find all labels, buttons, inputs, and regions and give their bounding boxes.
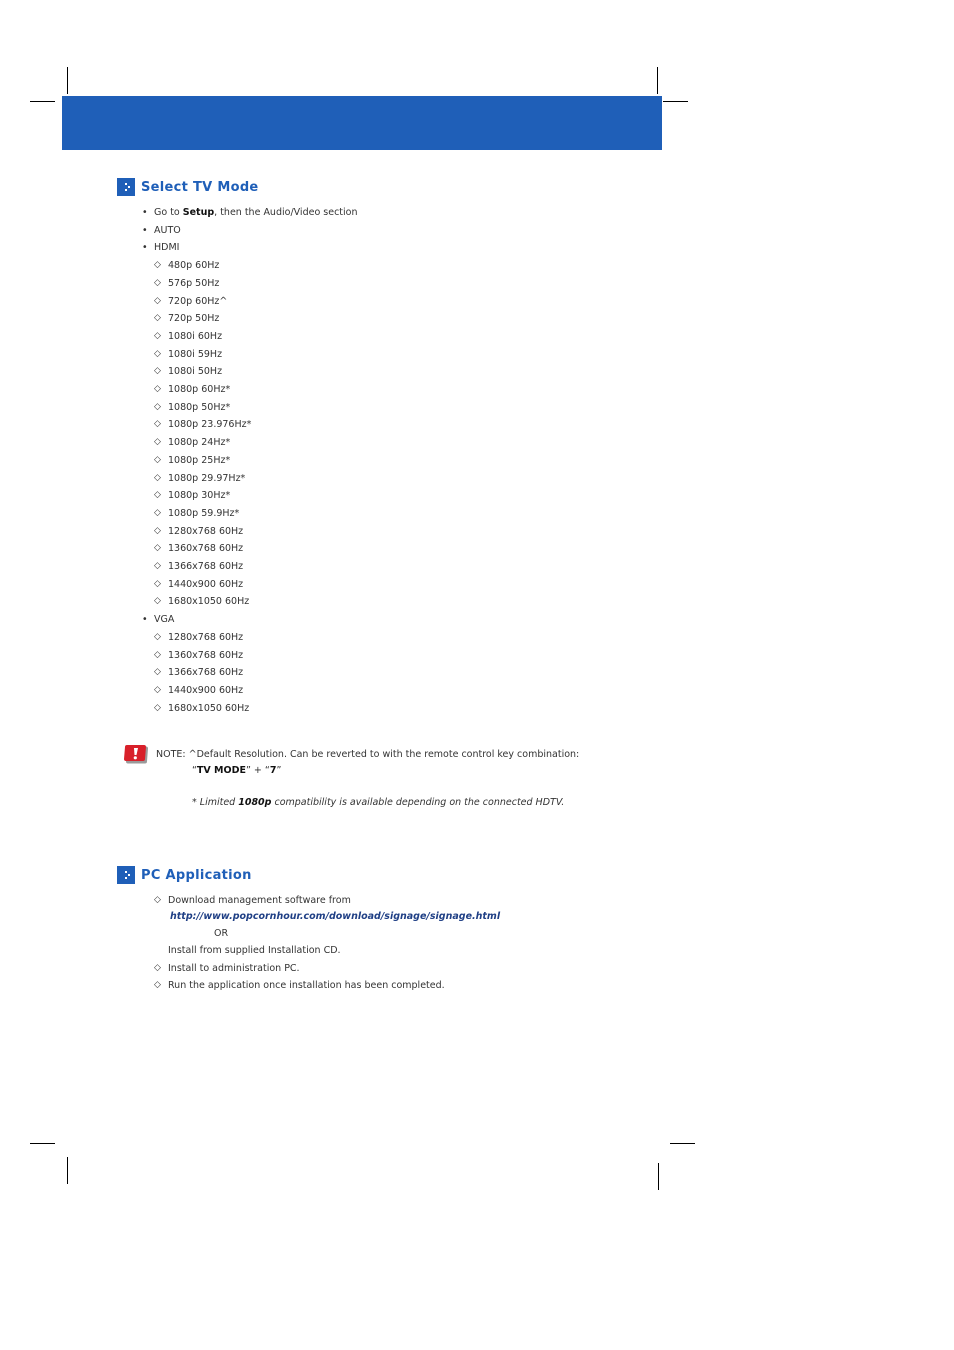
item-text: Run the application once installation has been completed.	[168, 980, 445, 991]
diamond-bullet-icon: ◇	[154, 578, 161, 589]
mode-item	[154, 558, 358, 576]
mode-label: 1080p 29.97Hz*	[168, 472, 246, 484]
diamond-bullet-icon: ◇	[154, 525, 161, 536]
mode-label: 1080i 60Hz	[168, 330, 223, 342]
diamond-bullet-icon: ◇	[154, 401, 161, 412]
crop-mark	[670, 1143, 695, 1144]
item-text: VGA	[154, 614, 175, 626]
section-marker-icon	[117, 866, 135, 884]
mode-label: 1680x1050 60Hz	[168, 702, 250, 714]
diamond-bullet-icon: ◇	[154, 295, 161, 306]
mode-label: 720p 60Hz^	[168, 295, 228, 307]
note-bold: 1080p	[238, 797, 272, 808]
crop-mark	[663, 101, 688, 102]
item-text: AUTO	[154, 224, 181, 236]
mode-label: 1680x1050 60Hz	[168, 596, 250, 608]
mode-label: 1360x768 60Hz	[168, 649, 244, 661]
mode-label: 1280x768 60Hz	[168, 631, 244, 643]
item-text: Download management software from	[168, 895, 351, 906]
mode-item	[154, 363, 358, 381]
bullet-icon: •	[142, 224, 148, 236]
crop-mark	[67, 67, 68, 94]
mode-item	[154, 540, 358, 558]
mode-item	[154, 257, 358, 275]
tv-mode-list	[140, 204, 358, 717]
note-text: compatibility is available depending on the connected HDTV.	[271, 797, 565, 808]
note-line-3	[192, 795, 564, 811]
list-item-download	[154, 892, 634, 960]
note-warning-icon	[122, 744, 148, 764]
item-text: HDMI	[154, 242, 180, 254]
diamond-bullet-icon: ◇	[154, 702, 161, 713]
mode-label: 1440x900 60Hz	[168, 578, 244, 590]
mode-label: 1080i 50Hz	[168, 366, 223, 378]
hdmi-mode-list	[154, 257, 358, 611]
diamond-bullet-icon: ◇	[154, 437, 161, 448]
diamond-bullet-icon: ◇	[154, 649, 161, 660]
diamond-bullet-icon: ◇	[154, 277, 161, 288]
item-text: Install to administration PC.	[168, 962, 300, 974]
quote-close: ”	[276, 765, 282, 776]
mode-item	[154, 593, 358, 611]
mode-item	[154, 310, 358, 328]
mode-item	[154, 664, 358, 682]
key-plus: ” + “	[245, 765, 270, 776]
crop-mark	[658, 1163, 659, 1190]
mode-label: 1080p 30Hz*	[168, 490, 231, 502]
mode-label: 1080p 23.976Hz*	[168, 419, 252, 431]
bullet-icon: •	[142, 614, 148, 626]
mode-item	[154, 293, 358, 311]
vga-mode-list	[154, 629, 358, 718]
diamond-bullet-icon: ◇	[154, 684, 161, 695]
diamond-bullet-icon: ◇	[154, 490, 161, 501]
section-title: Select TV Mode	[141, 179, 259, 195]
list-item-run	[154, 977, 634, 995]
diamond-bullet-icon: ◇	[154, 419, 161, 430]
diamond-bullet-icon: ◇	[154, 895, 161, 905]
section-heading-tv-mode	[117, 177, 259, 197]
mode-item	[154, 399, 358, 417]
header-band	[62, 96, 662, 150]
install-cd-text: Install from supplied Installation CD.	[168, 945, 341, 956]
diamond-bullet-icon: ◇	[154, 596, 161, 607]
diamond-bullet-icon: ◇	[154, 366, 161, 377]
mode-label: 1366x768 60Hz	[168, 667, 244, 679]
note-line-1: NOTE: ^Default Resolution. Can be reverted to with the remote control key combination:	[156, 749, 580, 760]
diamond-bullet-icon: ◇	[154, 330, 161, 341]
diamond-bullet-icon: ◇	[154, 631, 161, 642]
mode-label: 1080p 25Hz*	[168, 454, 231, 466]
list-item-auto	[140, 222, 358, 240]
mode-item	[154, 487, 358, 505]
download-link[interactable]: http://www.popcornhour.com/download/signage/signage.html	[170, 910, 501, 922]
or-text: OR	[214, 927, 229, 939]
mode-label: 1080i 59Hz	[168, 348, 223, 360]
setup-label: Setup	[182, 207, 215, 218]
bullet-icon: •	[142, 207, 148, 218]
mode-item	[154, 682, 358, 700]
section-title: PC Application	[141, 867, 252, 883]
mode-label: 1360x768 60Hz	[168, 543, 244, 555]
diamond-bullet-icon: ◇	[154, 507, 161, 518]
mode-item	[154, 452, 358, 470]
mode-item	[154, 629, 358, 647]
item-text: , then the Audio/Video section	[214, 207, 358, 218]
mode-item	[154, 328, 358, 346]
crop-mark	[30, 101, 55, 102]
list-item-install	[154, 960, 634, 978]
diamond-bullet-icon: ◇	[154, 667, 161, 678]
diamond-bullet-icon: ◇	[154, 543, 161, 554]
mode-label: 1440x900 60Hz	[168, 684, 244, 696]
mode-item	[154, 576, 358, 594]
list-item-vga	[140, 611, 358, 717]
mode-item	[154, 470, 358, 488]
diamond-bullet-icon: ◇	[154, 454, 161, 465]
note-line-2	[192, 763, 281, 779]
section-heading-pc-application	[117, 865, 252, 885]
mode-label: 1080p 24Hz*	[168, 437, 231, 449]
mode-label: 576p 50Hz	[168, 277, 220, 289]
mode-label: 1080p 59.9Hz*	[168, 507, 240, 519]
section-marker-icon	[117, 178, 135, 196]
mode-item	[154, 505, 358, 523]
mode-item	[154, 523, 358, 541]
mode-label: 720p 50Hz	[168, 313, 220, 325]
mode-label: 1080p 60Hz*	[168, 384, 231, 396]
pc-application-list	[154, 892, 634, 995]
crop-mark	[30, 1143, 55, 1144]
item-text: Go to	[154, 207, 183, 218]
diamond-bullet-icon: ◇	[154, 980, 161, 990]
quote-open: “	[192, 765, 197, 776]
list-item-setup	[140, 204, 358, 222]
mode-item	[154, 647, 358, 665]
bullet-icon: •	[142, 242, 148, 254]
mode-label: 480p 60Hz	[168, 260, 220, 272]
mode-label: 1280x768 60Hz	[168, 525, 244, 537]
mode-item	[154, 346, 358, 364]
mode-label: 1366x768 60Hz	[168, 561, 244, 573]
mode-item	[154, 275, 358, 293]
diamond-bullet-icon: ◇	[154, 260, 161, 271]
diamond-bullet-icon: ◇	[154, 472, 161, 483]
diamond-bullet-icon: ◇	[154, 313, 161, 324]
note-text: * Limited	[192, 797, 239, 808]
key-seven: 7	[269, 765, 277, 776]
diamond-bullet-icon: ◇	[154, 962, 161, 973]
mode-item	[154, 434, 358, 452]
diamond-bullet-icon: ◇	[154, 384, 161, 395]
mode-label: 1080p 50Hz*	[168, 401, 231, 413]
mode-item	[154, 416, 358, 434]
diamond-bullet-icon: ◇	[154, 561, 161, 572]
crop-mark	[67, 1157, 68, 1184]
key-tv-mode: TV MODE	[196, 765, 246, 776]
mode-item	[154, 381, 358, 399]
list-item-hdmi	[140, 239, 358, 611]
diamond-bullet-icon: ◇	[154, 348, 161, 359]
mode-item	[154, 700, 358, 718]
crop-mark	[657, 67, 658, 94]
